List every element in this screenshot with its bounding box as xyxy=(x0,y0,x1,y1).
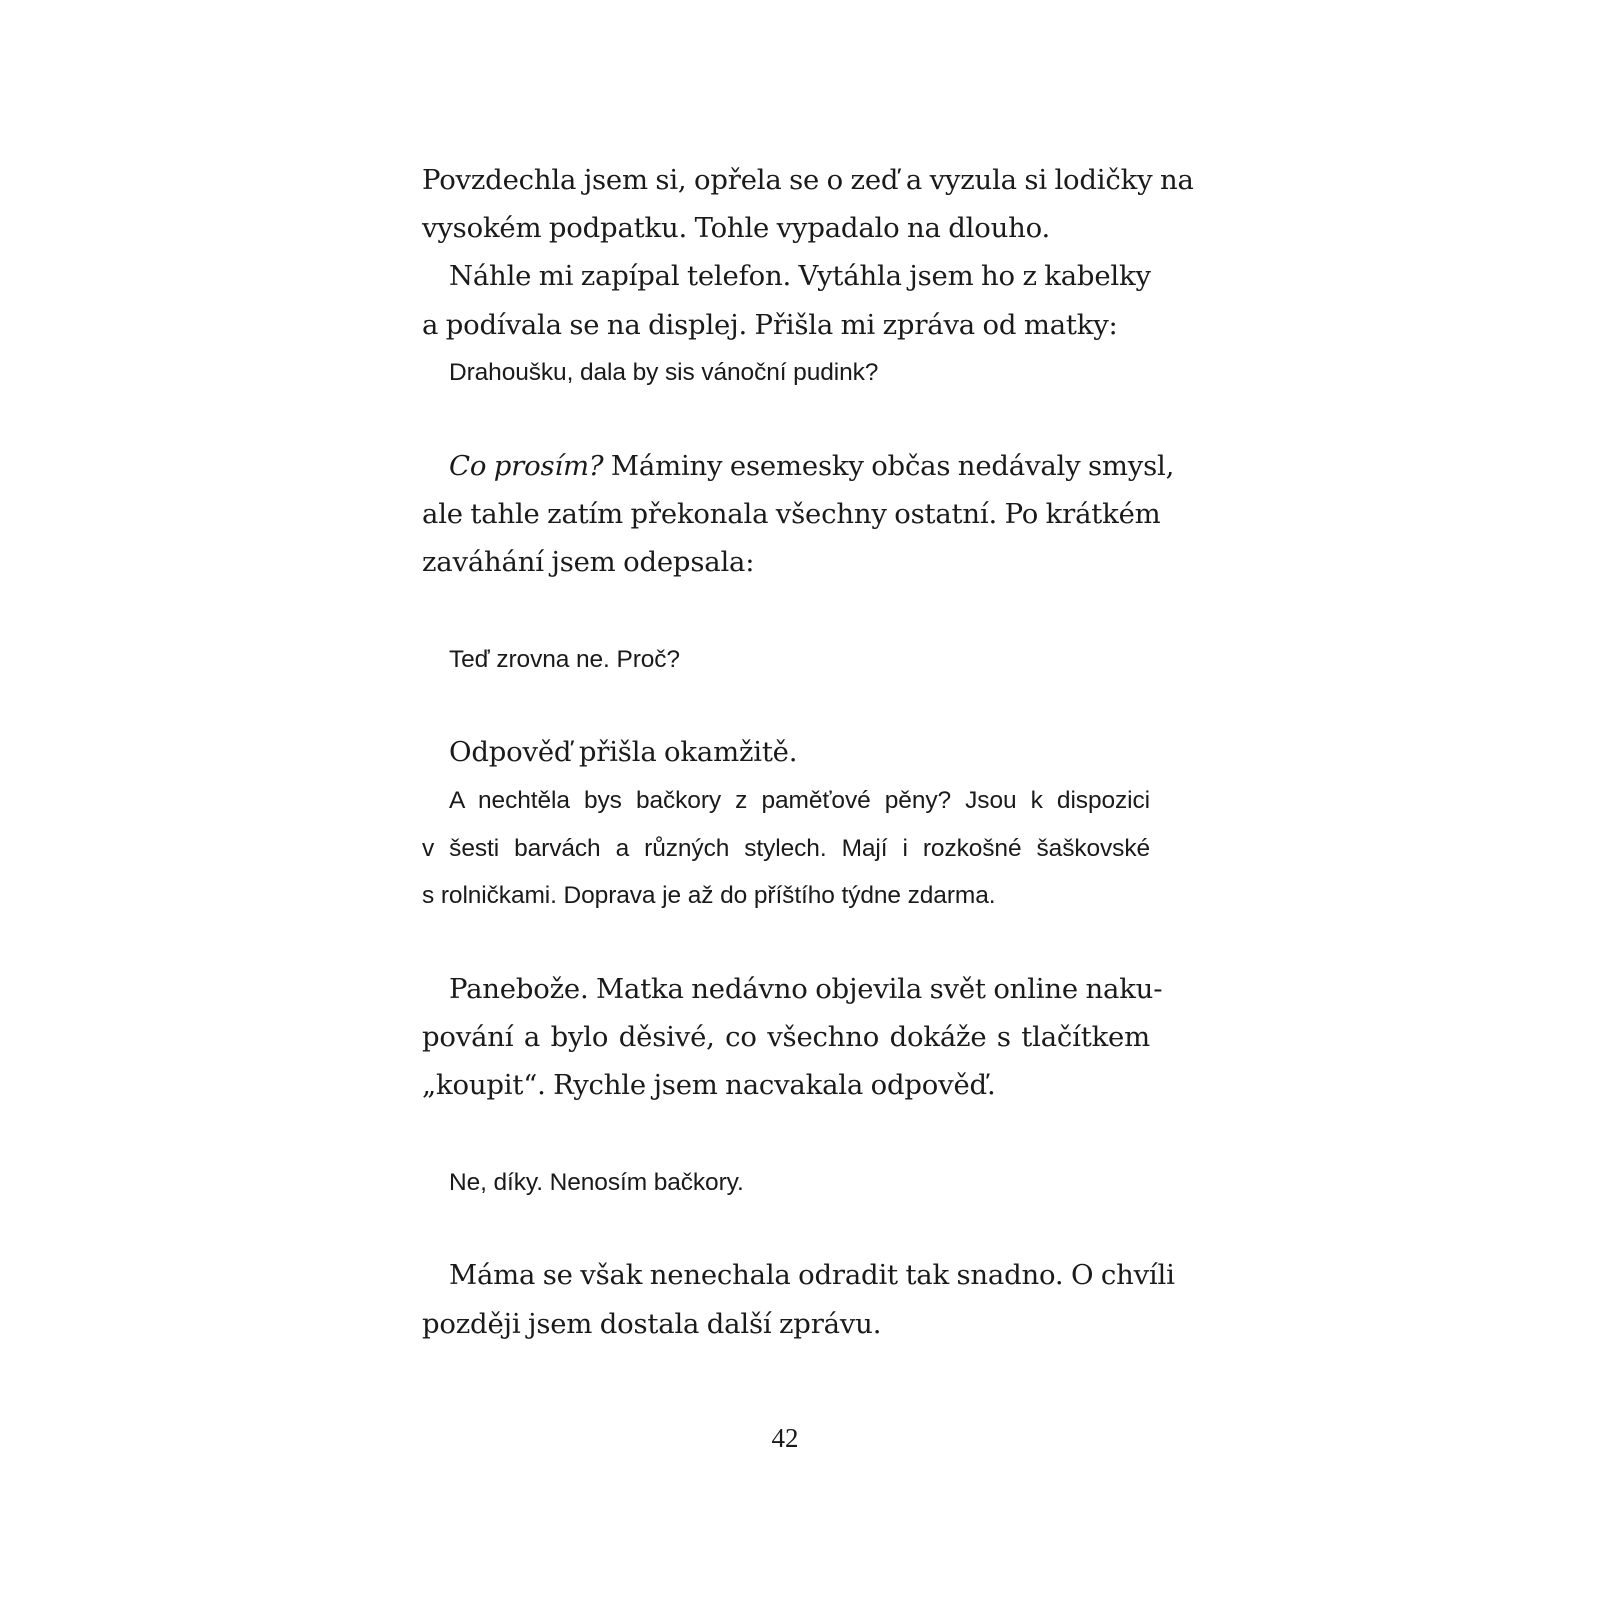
paragraph-3-line-3: zaváhání jsem odepsala: xyxy=(422,546,755,578)
text-message-3-line-3: s rolničkami. Doprava je až do příštího týdne zdarma. xyxy=(422,882,996,909)
paragraph-3-line-1-rest: Máminy esemesky občas nedávaly smysl, xyxy=(603,450,1175,482)
text-message-4: Ne, díky. Nenosím bačkory. xyxy=(449,1169,744,1196)
text-message-3-line-2: v šesti barvách a různých stylech. Mají i rozkošné šaškovské xyxy=(422,835,1150,862)
paragraph-1-line-2: vysokém podpatku. Tohle vypadalo na dlouho. xyxy=(422,212,1051,244)
paragraph-6-line-2: později jsem dostala další zprávu. xyxy=(422,1308,882,1340)
paragraph-1-line-1: Povzdechla jsem si, opřela se o zeď a vyzula si lodičky na xyxy=(422,164,1194,196)
paragraph-5-line-3: „koupit“. Rychle jsem nacvakala odpověď. xyxy=(422,1069,996,1101)
paragraph-5-line-1: Panebože. Matka nedávno objevila svět online naku- xyxy=(449,973,1163,1005)
paragraph-2-line-2: a podívala se na displej. Přišla mi zpráva od matky: xyxy=(422,309,1118,341)
paragraph-6-line-1: Máma se však nenechala odradit tak snadno. O chvíli xyxy=(449,1259,1175,1291)
page-number: 42 xyxy=(771,1423,799,1453)
paragraph-5-line-2: pování a bylo děsivé, co všechno dokáže s tlačítkem xyxy=(422,1021,1150,1053)
paragraph-2-line-1: Náhle mi zapípal telefon. Vytáhla jsem ho z kabelky xyxy=(449,260,1151,292)
text-message-2: Teď zrovna ne. Proč? xyxy=(449,646,680,673)
text-message-3-line-1: A nechtěla bys bačkory z paměťové pěny? Jsou k dispozici xyxy=(449,787,1150,814)
text-message-1: Drahoušku, dala by sis vánoční pudink? xyxy=(449,359,879,386)
paragraph-4-line-1: Odpověď přišla okamžitě. xyxy=(449,736,798,768)
paragraph-3-line-1 xyxy=(449,450,1175,482)
paragraph-3-line-2: ale tahle zatím překonala všechny ostatní. Po krátkém xyxy=(422,498,1161,530)
paragraph-3-italic-phrase: Co prosím? xyxy=(449,450,604,482)
